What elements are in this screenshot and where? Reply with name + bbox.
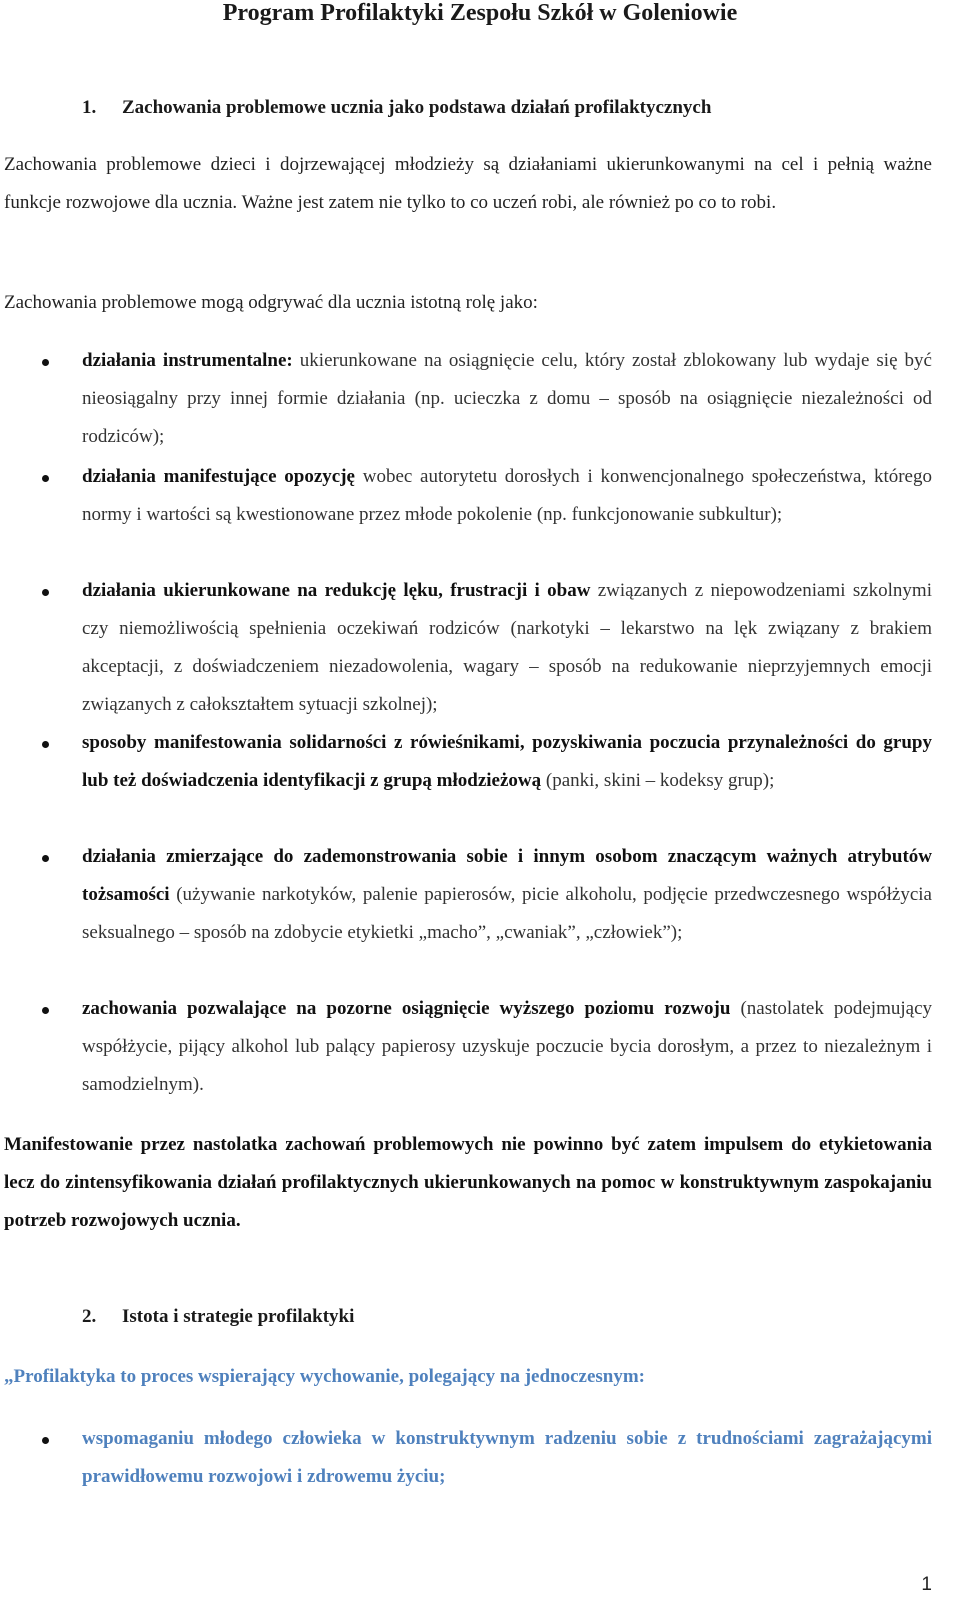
list-item-bold: działania zmierzające do zademonstrowania sobie i innym osobom znaczącym ważnych atrybutów tożsamości: [82, 846, 932, 905]
list-item-rest: ukierunkowane na osiągnięcie celu, który został zblokowany lub wydaje się być nieosiągalny przy innej formie działania (np. ucieczka z domu – sposób na osiągnięcie niezależności od rodziców);: [82, 350, 932, 447]
list-item-text: [82, 458, 932, 534]
definition-quote: „Profilaktyka to proces wspierający wychowanie, polegający na jednoczesnym:: [4, 1366, 646, 1387]
list-item-text: [82, 724, 932, 800]
list-item-bold: sposoby manifestowania solidarności z rówieśnikami, pozyskiwania poczucia przynależności do grupy lub też doświadczenia identyfikacji z grupą młodzieżową: [82, 732, 932, 791]
section-1-number: 1.: [82, 97, 97, 118]
list-item-text: wspomaganiu młodego człowieka w konstruktywnym radzeniu sobie z trudnościami zagrażającymi prawidłowemu rozwojowi i zdrowemu życiu;: [82, 1428, 932, 1487]
list-item-text: [82, 572, 932, 724]
bullet-icon: [42, 1007, 49, 1014]
intro-paragraph: Zachowania problemowe dzieci i dojrzewającej młodzieży są działaniami ukierunkowanymi na cel i pełnią ważne funkcje rozwojowe dla ucznia. Ważne jest zatem nie tylko to co uczeń robi, ale również po co to robi.: [4, 154, 932, 213]
list-item-bold: działania ukierunkowane na redukcję lęku, frustracji i obaw: [82, 580, 591, 601]
list-item-rest: wobec autorytetu dorosłych i konwencjonalnego społeczeństwa, którego normy i wartości są kwestionowane przez młode pokolenie (np. funkcjonowanie subkultur);: [82, 466, 932, 525]
list-item-rest: (nastolatek podejmujący współżycie, pijący alkohol lub palący papierosy uzyskuje poczucie bycia dorosłym, a przez to niezależnym i samodzielnym).: [82, 998, 933, 1095]
bullet-icon: [42, 475, 49, 482]
list-item-text: [82, 990, 932, 1104]
section-2-heading: [82, 1305, 354, 1329]
section-2-title: Istota i strategie profilaktyki: [122, 1306, 355, 1327]
bullet-icon: [42, 589, 49, 596]
conclusion-paragraph: Manifestowanie przez nastolatka zachowań problemowych nie powinno być zatem impulsem do etykietowania lecz do zintensyfikowania działań profilaktycznych ukierunkowanych na pomoc w konstruktywnym zaspokajaniu potrzeb rozwojowych ucznia.: [4, 1134, 932, 1231]
bullet-icon: [42, 741, 49, 748]
list-item-text: [82, 342, 932, 456]
bullet-icon: [42, 855, 49, 862]
bullet-icon: [42, 359, 49, 366]
section-2-number: 2.: [82, 1306, 97, 1327]
list-item-rest: (używanie narkotyków, palenie papierosów, picie alkoholu, podjęcie przedwczesnego współżycia seksualnego – sposób na zdobycie etykietki „macho”, „cwaniak”, „człowiek”);: [82, 884, 932, 943]
list-item-bold: zachowania pozwalające na pozorne osiągnięcie wyższego poziomu rozwoju: [82, 998, 731, 1019]
document-title: Program Profilaktyki Zespołu Szkół w Goleniowie: [222, 0, 738, 26]
section-1-title: Zachowania problemowe ucznia jako podstawa działań profilaktycznych: [122, 97, 712, 118]
list-item-bold: działania manifestujące opozycję: [82, 466, 355, 487]
bullet-icon: [42, 1437, 49, 1444]
page-number: 1: [921, 1574, 932, 1595]
list-item-bold: działania instrumentalne:: [82, 350, 293, 371]
list-item-rest: związanych z niepowodzeniami szkolnymi czy niemożliwością spełnienia oczekiwań rodziców (narkotyki – lekarstwo na lęk związany z brakiem akceptacji, z doświadczeniem niezadowolenia, wagary – sposób na redukowanie nieprzyjemnych emocji związanych z całokształtem sytuacji szkolnej);: [82, 580, 932, 715]
list-item-text: [82, 838, 932, 952]
section-1-heading: [82, 96, 711, 120]
roles-intro: Zachowania problemowe mogą odgrywać dla ucznia istotną rolę jako:: [4, 292, 538, 313]
list-item-rest: (panki, skini – kodeksy grup);: [541, 770, 775, 791]
